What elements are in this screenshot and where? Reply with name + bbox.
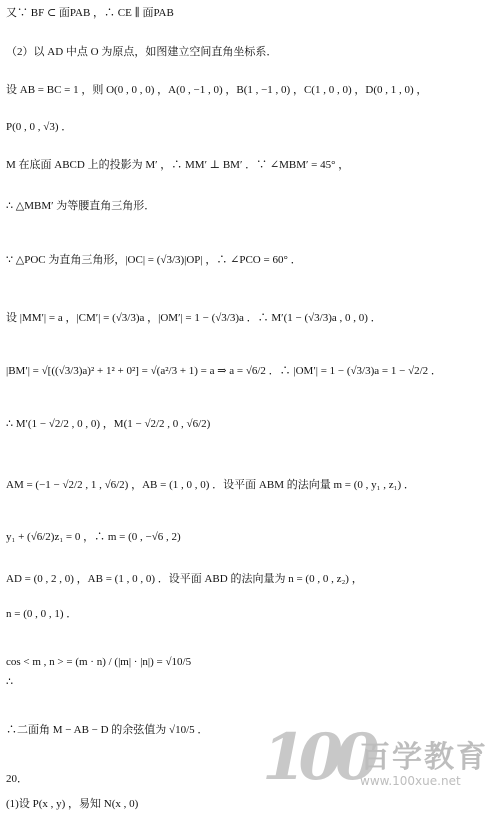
solution-line: cos < m , n > = (m · n) / (|m| · |n|) = √10/5 xyxy=(6,656,192,668)
solution-line: ∴二面角 M − AB − D 的余弦值为 √10/5 ． xyxy=(6,724,209,736)
watermark-digits: 100 xyxy=(262,720,372,795)
solution-line: ∴ xyxy=(6,676,13,688)
solution-line: y₁ + (√6/2)z₁ = 0 ，∴ m = (0 , −√6 , 2) xyxy=(6,531,181,543)
solution-line: （2）以 AD 中点 O 为原点，如图建立空间直角坐标系． xyxy=(6,46,278,58)
solution-line: ∴ M′(1 − √2/2 , 0 , 0) ，M(1 − √2/2 , 0 , √6/2) xyxy=(6,418,211,430)
solution-line: P(0 , 0 , √3) ． xyxy=(6,121,73,133)
problem-number: 20． xyxy=(6,773,28,785)
solution-line: AD = (0 , 2 , 0) ，AB = (1 , 0 , 0) ．设平面 ABD 的法向量为 n = (0 , 0 , z₂) ， xyxy=(6,573,363,585)
solution-line: 设 AB = BC = 1 ，则 O(0 , 0 , 0) ，A(0 , −1 , 0) ，B(1 , −1 , 0) ，C(1 , 0 , 0) ，D(0 , 1 , 0) ， xyxy=(6,84,428,96)
watermark-brand-name: 百学教育 xyxy=(360,740,488,775)
solution-line: AM = (−1 − √2/2 , 1 , √6/2) ，AB = (1 , 0 , 0) ．设平面 ABM 的法向量 m = (0 , y₁ , z₁) ． xyxy=(6,479,415,491)
problem-part-1: (1)设 P(x , y) ，易知 N(x , 0) xyxy=(6,798,139,810)
solution-line: n = (0 , 0 , 1) ． xyxy=(6,608,78,620)
solution-line: ∵ △POC 为直角三角形，|OC| = (√3/3)|OP| ，∴ ∠PCO = 60° ． xyxy=(6,254,302,266)
solution-line: M 在底面 ABCD 上的投影为 M′ ，∴ MM′ ⊥ BM′ ．∵ ∠MBM′ = 45° ， xyxy=(6,159,350,171)
watermark-url: www.100xue.net xyxy=(360,774,461,788)
solution-line: 设 |MM′| = a ，|CM′| = (√3/3)a ，|OM′| = 1 − (√3/3)a ．∴ M′(1 − (√3/3)a , 0 , 0) ． xyxy=(6,312,382,324)
solution-line: ∴ △MBM′ 为等腰直角三角形． xyxy=(6,200,156,212)
solution-line: |BM′| = √[((√3/3)a)² + 1² + 0²] = √(a²/3 + 1) = a ⇒ a = √6/2 ．∴ |OM′| = 1 − (√3/3)a = 1 − √2/2 ． xyxy=(6,365,442,377)
solution-line: 又∵ BF ⊂ 面PAB ，∴ CE ∥ 面PAB xyxy=(6,7,174,19)
watermark-logo xyxy=(262,722,502,794)
